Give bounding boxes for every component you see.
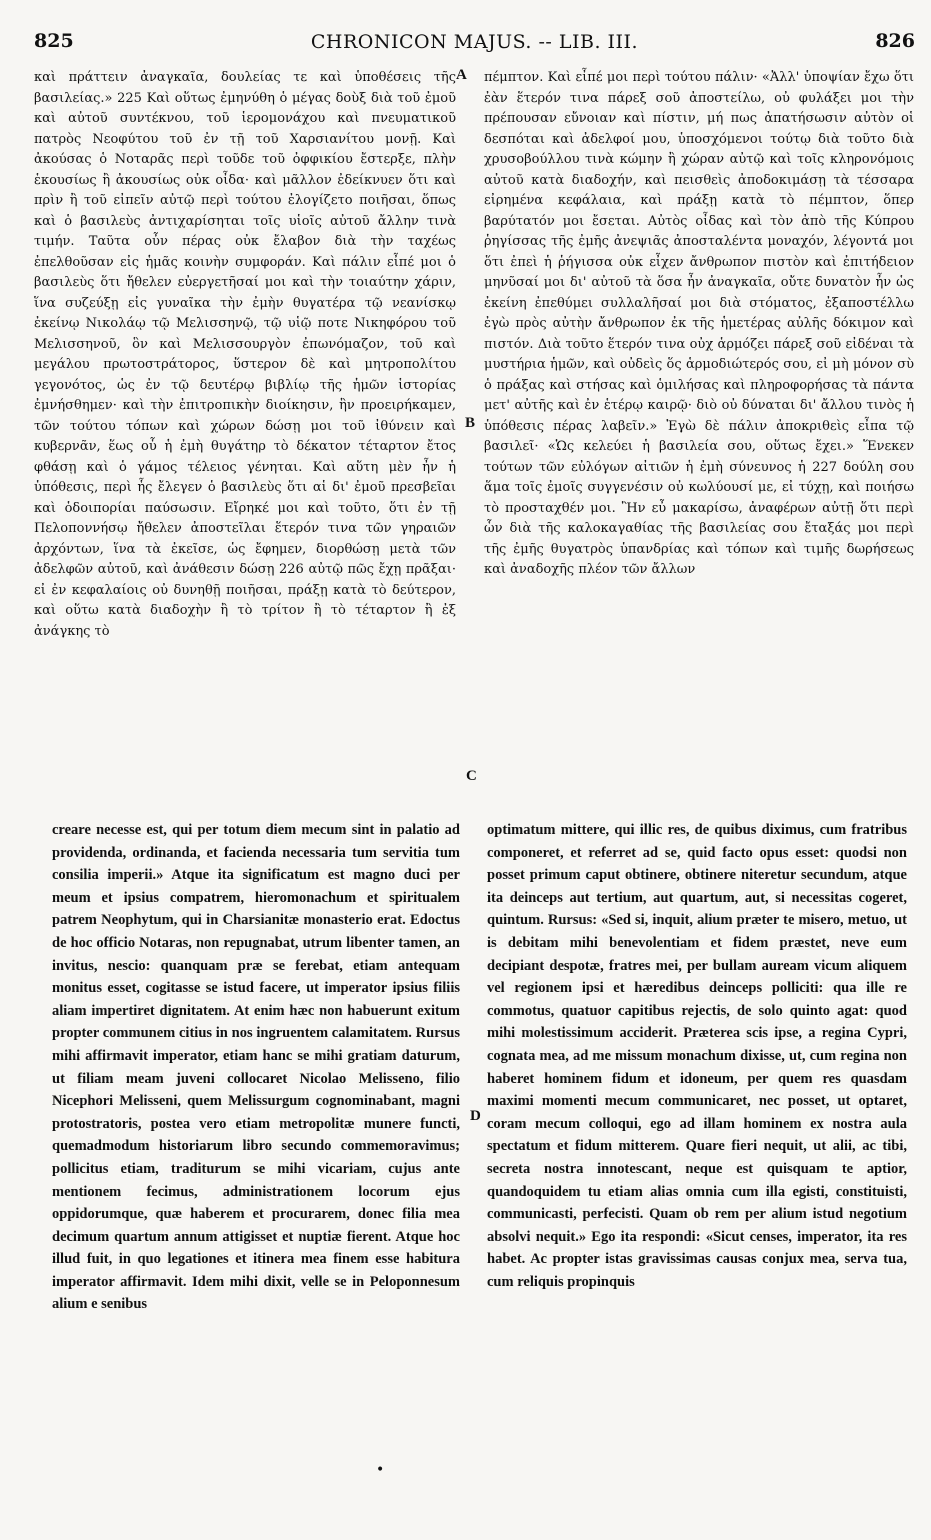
page-number-right: 826 — [875, 30, 915, 52]
margin-letter-b: B — [465, 415, 476, 431]
greek-text-right: πέμπτον. Καὶ εἶπέ μοι περὶ τούτου πάλιν· «Ἀλλ' ὑποψίαν ἔχω ὅτι ἐὰν ἕτερόν τινα πάρεξ σοῦ ἀποστείλω, οὐ φυλάξει μοι τὴν πρέπουσαν εὔνοιαν καὶ πίστιν, μή πως ἀπατήσωσιν αὐτὸν οἱ δεσπόται καὶ ἀδελφοί μου, ὑποσχόμενοι τούτῳ διὰ τοῦτο διὰ χρυσοβούλλου τινὰ κώμην ἢ χώραν αὐτῷ καὶ τοῖς κληρονόμοις αὐτοῦ κατὰ διαδοχήν, καὶ πεισθεὶς ἀποδοκιμάσῃ τὰ τέσσαρα εἰρημένα κεφάλαια, καὶ πράξῃ κατὰ τὸ πέμπτον, ὅπερ βαρύτατόν μοι ἔσεται. Αὐτὸς οἶδας καὶ τὸν ἀπὸ τῆς Κύπρου ῥηγίσσας τῆς ἐμῆς ἀνεψιᾶς ἀποσταλέντα μοναχόν, λέγοντά μοι ὅτι ἐπεὶ ἡ ῥήγισσα οὐκ εἶχεν ἄνθρωπον πιστὸν καὶ ἐπιτήδειον μηνῦσαί μοι δι' αὐτοῦ τὰ ὅσα ἦν ἀναγκαῖα, οὔτε δυνατὸν ἦν ὡς ἐκείνη ἐπεθύμει συλλαλῆσαί μοι διὰ στόματος, ἐξαποστέλλω ἐγὼ πρὸς αὐτὴν ἄνθρωπον ἐκ τῆς ἡμετέρας αὐλῆς δόκιμον καὶ πιστόν. Διὰ τοῦτο ἕτερόν τινα οὐχ ἁρμόζει πάρεξ σοῦ εἰδέναι τὰ μυστήρια ἡμῶν, καὶ οὐδεὶς ὅς ἁρμοδιώτερός σου, εἰ μὴ μόνον σὺ ὁ πράξας καὶ στήσας καὶ ὁμιλήσας καὶ πληροφορήσας τὰ πάντα μετ' αὐτῆς καὶ ἐν ἑτέρῳ καιρῷ· διὸ οὐ δύναται δι' ἄλλου τινὸς ἡ ὑπόθεσις πέρας λαβεῖν.» Ἐγὼ δὲ πάλιν ἀποκριθεὶς εἶπα τῷ βασιλεῖ· «Ὡς κελεύει ἡ βασιλεία σου, οὕτως ἔχει.» Ἕνεκεν τούτων τῶν εὐλόγων αἰτιῶν ἡ ἐμὴ σύνευνος ἡ 227 δούλη σου ἅμα τοῖς ἐμοῖς συγγενέσιν οὐ κωλύουσί με, εἰ τύχῃ, καὶ ποιήσω τὸ προσταχθέν μοι. Ἣν εὖ μακαρίσω, ἀναφέρων αὐτῇ ὅτι περὶ ὧν διὰ τῆς καλοκαγαθίας τῆς βασιλείας σου ἔταξάς μοι περὶ τῆς ἐμῆς θυγατρὸς ὑπανδρίας καὶ τόπων καὶ τιμῆς δωρήσεως καὶ ἀναδοχῆς πλέον τῶν ἄλλων — [484, 70, 914, 577]
latin-text-right: optimatum mittere, qui illic res, de quibus diximus, cum fratribus componeret, et referret ad se, quid facto opus esset: quodsi non posset primum caput obtinere, obtinere niteretur secundum, atque ita deinceps aut tertium, aut quartum, aut, si necessitas cogeret, quintum. Rursus: «Sed si, inquit, alium præter te misero, metuo, ut is debitam mihi benevolentiam et fidem præstet, neve eum decipiant despotæ, fratres mei, per bullam auream vicum aliquem vel regionem ipsi et hæredibus deinceps polliciti: qua ille re commotus, quatuor capitibus rejectis, de solo quinto agat: quod mihi molestissimum acciderit. Præterea scis ipse, a regina Cypri, cognata mea, ad me missum monachum dixisse, ut, cum regina non haberet hominem fidum et idoneum, per quem res quasdam maximi momenti mecum communicaret, nec posset, ut optaret, coram mecum colloqui, ego ad illam hominem ex nostra aula spectatum et fidum mitterem. Quare fieri nequit, ut alii, ac tibi, secreta nostra innotescant, neque est quisquam te aptior, quandoquidem tu etiam alias omnia cum illa egisti, constituisti, communicasti, perfecisti. Quam ob rem per alium istud negotium absolvi nequit.» Ego ita respondi: «Sicut censes, imperator, ita res habet. Ac propter istas gravissimas causas conjux mea, serva tua, cum reliquis propinquis — [487, 822, 907, 1290]
greek-text-left: καὶ πράττειν ἀναγκαῖα, δουλείας τε καὶ ὑποθέσεις τῆς βασιλείας.» 225 Καὶ οὕτως ἐμηνύθη ὁ μέγας δοὺξ διὰ τοῦ ἐμοῦ καὶ αὐτοῦ συντέκνου, τοῦ ἱερομονάχου καὶ πνευματικοῦ πατρὸς Νεοφύτου τοῦ ἐν τῇ τοῦ Χαρσιανίτου μονῇ. Καὶ ἀκούσας ὁ Νοταρᾶς περὶ τοῦδε τοῦ ὀφφικίου ἔστερξε, πλὴν ἑκουσίως ἢ ἀκουσίως οὐκ οἶδα· καὶ μᾶλλον ἐδείκνυεν ὅτι καὶ πρὶν ἢ τοῦ εἰπεῖν αὐτῷ περὶ τούτου ἐλογίζετο ποιῆσαι, ὅπως καὶ ὁ βασιλεὺς ἀντιχαρίσηται τοῖς υἱοῖς αὐτοῦ ἄλλην τινὰ τιμήν. Ταῦτα οὖν πέρας οὐκ ἔλαβον διὰ τὴν ταχέως ἐπελθοῦσαν εἰς ἡμᾶς κοινὴν συμφοράν. Καὶ πάλιν εἶπέ μοι ὁ βασιλεὺς ὅτι ἤθελεν εὐεργετῆσαί μοι καὶ τὴν τοιαύτην χάριν, ἵνα συζεύξῃ εἰς γυναῖκα τὴν ἐμὴν θυγατέρα τῷ νεανίσκῳ ἐκείνῳ Νικολάῳ τῷ Μελισσηνῷ, τῷ υἱῷ ποτε Νικηφόρου τοῦ Μελισσηνοῦ, ὃν καὶ Μελισσουργὸν ἐπωνόμαζον, τοῦ καὶ μεγάλου πρωτοστράτορος, ὕστερον δὲ καὶ μητροπολίτου γεγονότος, ὡς ἐν τῷ δευτέρῳ βιβλίῳ τῆς ἡμῶν ἱστορίας ἐμνήσθημεν· καὶ τὴν ἐπιτροπικὴν διοίκησιν, ἣν προειρήκαμεν, τῶν τούτου τόπων καὶ χώρων δώσῃ μοι τοῦ ἰθύνειν καὶ κυβερνᾶν, ἕως οὗ ἡ ἐμὴ θυγάτηρ τὸ δέκατον τέταρτον ἔτος φθάσῃ καὶ ὁ γάμος τέλειος γένηται. Καὶ αὕτη μὲν ἦν ἡ ὑπόθεσις, περὶ ἧς ἔλεγεν ὁ βασιλεὺς ὅτι αἱ δι' ἐμοῦ πρεσβεῖαι καὶ ὁδοιπορίαι παύσωσιν. Εἴρηκέ μοι καὶ τοῦτο, ὅτι ἐν τῇ Πελοποννήσῳ ἤθελεν ἀποστεῖλαι ἕτερόν τινα τῶν γηραιῶν ἀρχόντων, ἵνα τὰ ἐκεῖσε, ὡς ἔφημεν, διορθώσῃ μετὰ τῶν ἀδελφῶν αὐτοῦ, καὶ ἀνάθεσιν δώσῃ 226 αὐτῷ πῶς ἔχῃ πρᾶξαι· εἰ ἐν κεφαλαίοις οὐ δυνηθῇ ποιῆσαι, πράξῃ κατὰ τὸ δεύτερον, καὶ οὕτω κατὰ διαδοχὴν ἢ τὸ τρίτον ἢ τὸ τέταρτον ἢ ἐξ ἀνάγκης τὸ — [34, 70, 456, 639]
running-title: CHRONICON MAJUS. -- LIB. III. — [310, 31, 639, 53]
margin-letter-d: D — [470, 1108, 481, 1124]
margin-letter-a: A — [456, 67, 467, 83]
greek-column-left — [34, 68, 456, 642]
greek-column-right — [484, 68, 914, 581]
running-header — [34, 30, 915, 60]
latin-text-left: creare necesse est, qui per totum diem mecum sint in palatio ad providenda, ordinanda, et facienda necessaria tum servitia tum consilia imperii.» Atque ita significatum est magno duci per meum et ipsius compatrem, hieromonachum et spiritualem patrem Neophytum, qui in Charsianitæ monasterio erat. Edoctus de hoc officio Notaras, non repugnabat, utrum libenter tamen, an invitus, nescio: quanquam præ se ferebat, etiam antequam monitus esset, cogitasse se istud facere, ut imperator ipsius filiis aliam impertiret dignitatem. At enim hæc non habuerunt exitum propter communem citius in nos ingruentem calamitatem. Rursus mihi affirmavit imperator, etiam hanc se mihi gratiam daturum, ut filiam meam juveni collocaret Nicolao Melisseno, filio Nicephori Melisseni, quem Melissurgum cognominabant, magni protostratoris, postea vero etiam metropolitæ munere functi, quemadmodum historiarum libro secundo commemoravimus; pollicitus etiam, traditurum se mihi vicariam, cujus ante mentionem fecimus, administrationem locorum ejus oppidorumque, quæ haberem et procurarem, donec filia mea decimum quartum annum attigisset et nuptiæ fierent. Atque hoc illud fuit, in quo legationes et itinera mea finem esse habitura imperator affirmavit. Idem mihi dixit, velle se in Peloponnesum alium e senibus — [52, 822, 460, 1313]
bottom-mark: • — [376, 1462, 385, 1478]
latin-column-right — [487, 819, 907, 1293]
latin-column-left — [52, 819, 460, 1316]
page-number-left: 825 — [34, 30, 74, 52]
margin-letter-c: C — [466, 768, 477, 784]
